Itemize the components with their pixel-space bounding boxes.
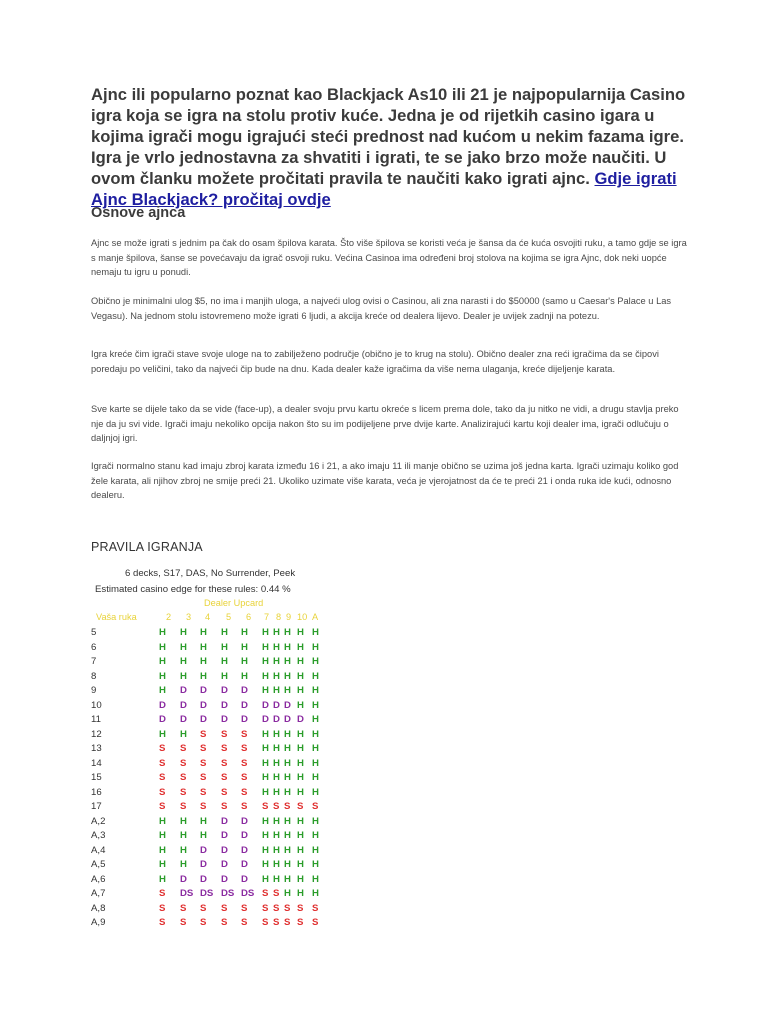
strategy-cell: H bbox=[312, 830, 319, 841]
strategy-cell: D bbox=[284, 714, 291, 725]
hand-label: 5 bbox=[91, 627, 97, 638]
strategy-cell: D bbox=[273, 699, 280, 711]
strategy-cell: H bbox=[159, 728, 166, 740]
strategy-cell: H bbox=[273, 757, 280, 769]
hand-label: A,5 bbox=[91, 859, 106, 870]
strategy-cell: H bbox=[284, 627, 291, 638]
strategy-cell: S bbox=[241, 728, 248, 740]
strategy-cell: H bbox=[241, 670, 248, 682]
strategy-cell: D bbox=[241, 859, 248, 870]
strategy-cell: H bbox=[262, 728, 269, 740]
strategy-cell: H bbox=[262, 670, 269, 682]
strategy-cell: S bbox=[159, 786, 166, 798]
strategy-cell: S bbox=[297, 917, 304, 928]
strategy-cell: H bbox=[297, 685, 304, 696]
strategy-cell: H bbox=[312, 772, 319, 783]
strategy-cell: S bbox=[159, 743, 166, 754]
strategy-cell: S bbox=[221, 772, 228, 783]
strategy-cell: S bbox=[312, 801, 319, 812]
strategy-cell: H bbox=[180, 656, 187, 667]
strategy-cell: DS bbox=[180, 888, 194, 899]
strategy-cell: S bbox=[180, 801, 187, 812]
strategy-cell: D bbox=[241, 830, 248, 841]
strategy-cell: H bbox=[284, 815, 291, 827]
strategy-cell: S bbox=[221, 902, 228, 914]
hand-label: 13 bbox=[91, 743, 102, 754]
strategy-cell: D bbox=[200, 859, 207, 870]
strategy-cell: H bbox=[262, 743, 269, 754]
section-heading-osnove: Osnove ajnca bbox=[91, 205, 186, 221]
strategy-cell: H bbox=[262, 844, 269, 856]
strategy-cell: H bbox=[297, 627, 304, 638]
strategy-cell: S bbox=[159, 757, 166, 769]
strategy-cell: S bbox=[221, 757, 228, 769]
strategy-cell: S bbox=[262, 902, 269, 914]
strategy-cell: D bbox=[221, 830, 228, 841]
strategy-cell: H bbox=[312, 699, 319, 711]
strategy-cell: H bbox=[312, 786, 319, 798]
strategy-cell: S bbox=[284, 902, 291, 914]
hand-label: 12 bbox=[91, 728, 102, 740]
strategy-cell: H bbox=[297, 641, 304, 653]
strategy-cell: H bbox=[159, 627, 166, 638]
strategy-cell: H bbox=[180, 830, 187, 841]
strategy-cell: H bbox=[273, 786, 280, 798]
strategy-cell: H bbox=[284, 743, 291, 754]
strategy-cell: H bbox=[284, 772, 291, 783]
body-paragraph-3: Igra kreće čim igrači stave svoje uloge na to zabilježeno područje (obično je to krug na stolu). Obično dealer zna reći igračima da se čipovi poredaju po veličini, tako da najveći čip bude na dnu. Kada dealer kaže igračima da više nema ulaganja, kreće dijeljenje karata. bbox=[91, 349, 659, 374]
hand-label: A,6 bbox=[91, 873, 106, 885]
strategy-cell: H bbox=[200, 627, 207, 638]
strategy-cell: S bbox=[180, 743, 187, 754]
strategy-cell: H bbox=[312, 844, 319, 856]
strategy-cell: H bbox=[180, 627, 187, 638]
strategy-cell: H bbox=[297, 873, 304, 885]
body-paragraph-4: Sve karte se dijele tako da se vide (face-up), a dealer svoju prvu kartu okreće s licem prema dole, tako da ju nitko ne vidi, a drugu stavlja preko nje da ju svi vide. Igrači imaju nekoliko opcija nakon što su im podijeljene prve dvije karte. Analizirajući kartu koji dealer ima, igrači odlučuju o daljnjoj igri. bbox=[91, 404, 679, 443]
strategy-cell: H bbox=[262, 859, 269, 870]
strategy-cell: H bbox=[273, 815, 280, 827]
intro-paragraph bbox=[91, 84, 691, 210]
strategy-cell: H bbox=[297, 728, 304, 740]
dealer-card-header: 10 bbox=[297, 612, 308, 622]
strategy-cell: H bbox=[284, 728, 291, 740]
strategy-cell: S bbox=[180, 772, 187, 783]
hand-label: 16 bbox=[91, 786, 102, 798]
strategy-cell: H bbox=[312, 815, 319, 827]
strategy-cell: S bbox=[262, 801, 269, 812]
strategy-cell: H bbox=[180, 844, 187, 856]
hand-label: 7 bbox=[91, 656, 97, 667]
strategy-cell: H bbox=[159, 859, 166, 870]
strategy-cell: S bbox=[200, 757, 207, 769]
strategy-cell: H bbox=[273, 844, 280, 856]
strategy-cell: H bbox=[273, 656, 280, 667]
strategy-cell: H bbox=[297, 859, 304, 870]
strategy-cell: H bbox=[297, 699, 304, 711]
strategy-cell: H bbox=[273, 830, 280, 841]
strategy-cell: H bbox=[284, 786, 291, 798]
strategy-cell: H bbox=[200, 656, 207, 667]
strategy-cell: S bbox=[180, 902, 187, 914]
strategy-cell: H bbox=[312, 685, 319, 696]
strategy-cell: S bbox=[273, 902, 280, 914]
hand-label: A,8 bbox=[91, 902, 106, 914]
strategy-cell: H bbox=[273, 743, 280, 754]
dealer-card-header: A bbox=[312, 612, 319, 622]
strategy-cell: H bbox=[284, 859, 291, 870]
strategy-cell: H bbox=[221, 670, 228, 682]
dealer-card-header: 2 bbox=[166, 612, 172, 622]
strategy-cell: D bbox=[297, 714, 304, 725]
strategy-cell: D bbox=[221, 873, 228, 885]
strategy-cell: H bbox=[312, 743, 319, 754]
strategy-cell: D bbox=[159, 714, 166, 725]
hand-label: 14 bbox=[91, 757, 102, 769]
strategy-cell: H bbox=[159, 656, 166, 667]
strategy-cell: S bbox=[159, 888, 166, 899]
strategy-cell: H bbox=[312, 859, 319, 870]
strategy-cell: S bbox=[180, 786, 187, 798]
dealer-card-header: 5 bbox=[226, 612, 232, 622]
strategy-cell: S bbox=[241, 757, 248, 769]
strategy-cell: H bbox=[221, 641, 228, 653]
body-paragraph-2: Obično je minimalni ulog $5, no ima i manjih uloga, a najveći ulog ovisi o Casinou, ali zna narasti i do $50000 (samo u Caesar's Palace u Las Vegasu). Na jednom stolu istovremeno može igrati 6 ljudi, a akcija kreće od dealera lijevo. Dealer je uvijek zadnji na potezu. bbox=[91, 296, 672, 321]
strategy-cell: D bbox=[221, 844, 228, 856]
strategy-cell: H bbox=[312, 873, 319, 885]
strategy-cell: H bbox=[159, 685, 166, 696]
strategy-cell: H bbox=[262, 757, 269, 769]
strategy-cell: H bbox=[312, 757, 319, 769]
strategy-cell: S bbox=[241, 801, 248, 812]
strategy-cell: H bbox=[273, 627, 280, 638]
strategy-cell: S bbox=[159, 772, 166, 783]
strategy-cell: H bbox=[200, 670, 207, 682]
strategy-cell: S bbox=[221, 728, 228, 740]
strategy-cell: D bbox=[221, 699, 228, 711]
strategy-cell: D bbox=[200, 699, 207, 711]
strategy-cell: H bbox=[262, 830, 269, 841]
strategy-cell: H bbox=[312, 641, 319, 653]
hand-label: 8 bbox=[91, 670, 97, 682]
strategy-cell: H bbox=[273, 772, 280, 783]
strategy-cell: S bbox=[200, 902, 207, 914]
strategy-cell: H bbox=[241, 641, 248, 653]
strategy-cell: H bbox=[221, 627, 228, 638]
strategy-cell: H bbox=[284, 641, 291, 653]
strategy-cell: D bbox=[221, 815, 228, 827]
dealer-card-header: 7 bbox=[264, 612, 270, 622]
strategy-cell: H bbox=[262, 772, 269, 783]
strategy-cell: DS bbox=[241, 888, 255, 899]
strategy-cell: H bbox=[273, 641, 280, 653]
body-paragraph-1: Ajnc se može igrati s jednim pa čak do osam špilova karata. Što više špilova se koristi veća je šansa da će kuća osvojiti ruku, a tamo gdje se igra s manje špilova, šanse se povećavaju da igrač osvoji ruku. Većina Casinoa ima određeni broj stolova na kojima se igra Ajnc, dok neki uopće nemaju tu igru u ponudi. bbox=[91, 238, 687, 277]
dealer-card-header: 6 bbox=[246, 612, 252, 622]
strategy-cell: S bbox=[273, 917, 280, 928]
strategy-cell: S bbox=[200, 801, 207, 812]
strategy-cell: S bbox=[312, 917, 319, 928]
strategy-cell: D bbox=[180, 685, 187, 696]
strategy-cell: H bbox=[159, 830, 166, 841]
strategy-cell: S bbox=[200, 917, 207, 928]
hand-label: 11 bbox=[91, 714, 101, 725]
strategy-cell: H bbox=[262, 656, 269, 667]
strategy-cell: H bbox=[262, 815, 269, 827]
strategy-cell: H bbox=[273, 728, 280, 740]
strategy-cell: S bbox=[159, 801, 166, 812]
strategy-cell: S bbox=[159, 917, 166, 928]
strategy-cell: D bbox=[241, 685, 248, 696]
strategy-cell: D bbox=[241, 844, 248, 856]
strategy-cell: H bbox=[273, 670, 280, 682]
hand-label: A,4 bbox=[91, 844, 106, 856]
strategy-cell: H bbox=[284, 873, 291, 885]
strategy-cell: S bbox=[284, 801, 291, 812]
hand-label: A,2 bbox=[91, 815, 106, 827]
strategy-cell: D bbox=[180, 714, 187, 725]
strategy-cell: D bbox=[200, 844, 207, 856]
hand-label: A,3 bbox=[91, 830, 106, 841]
strategy-cell: S bbox=[200, 786, 207, 798]
strategy-cell: S bbox=[297, 902, 304, 914]
strategy-cell: H bbox=[180, 670, 187, 682]
strategy-cell: D bbox=[221, 859, 228, 870]
strategy-cell: S bbox=[221, 801, 228, 812]
strategy-cell: H bbox=[262, 685, 269, 696]
strategy-cell: H bbox=[241, 627, 248, 638]
strategy-cell: H bbox=[159, 873, 166, 885]
strategy-cell: H bbox=[159, 815, 166, 827]
strategy-cell: H bbox=[273, 873, 280, 885]
hand-label: A,7 bbox=[91, 888, 106, 899]
strategy-cell: D bbox=[200, 685, 207, 696]
strategy-cell: H bbox=[180, 859, 187, 870]
hand-label: 10 bbox=[91, 699, 102, 711]
strategy-cell: H bbox=[297, 670, 304, 682]
section-heading-pravila: PRAVILA IGRANJA bbox=[91, 540, 203, 554]
strategy-cell: S bbox=[221, 786, 228, 798]
body-paragraph-5: Igrači normalno stanu kad imaju zbroj karata između 16 i 21, a ako imaju 11 ili manje obično se uzima još jedna karta. Igrači uzimaju koliko god žele karata, ali njihov zbroj ne smije preći 21. Ukoliko uzimate više karata, veća je vjerojatnost da će te preći 21 i onda ruka ide kući, odnosno dealeru. bbox=[91, 461, 679, 500]
strategy-cell: H bbox=[297, 786, 304, 798]
dealer-card-header: 4 bbox=[205, 612, 211, 622]
strategy-cell: H bbox=[159, 641, 166, 653]
strategy-cell: S bbox=[159, 902, 166, 914]
dealer-card-header: 3 bbox=[186, 612, 192, 622]
strategy-cell: H bbox=[312, 627, 319, 638]
hand-label: A,9 bbox=[91, 917, 106, 928]
strategy-cell: S bbox=[241, 743, 248, 754]
strategy-cell: S bbox=[241, 772, 248, 783]
strategy-cell: H bbox=[180, 728, 187, 740]
dealer-upcard-label: Dealer Upcard bbox=[204, 598, 264, 608]
strategy-cell: S bbox=[284, 917, 291, 928]
strategy-cell: D bbox=[159, 699, 166, 711]
strategy-cell: S bbox=[200, 728, 207, 740]
strategy-cell: D bbox=[273, 714, 280, 725]
strategy-cell: S bbox=[200, 743, 207, 754]
strategy-cell: H bbox=[312, 656, 319, 667]
strategy-cell: D bbox=[180, 699, 187, 711]
strategy-cell: S bbox=[241, 902, 248, 914]
strategy-cell: D bbox=[284, 699, 291, 711]
strategy-cell: H bbox=[297, 844, 304, 856]
strategy-cell: H bbox=[284, 844, 291, 856]
strategy-cell: H bbox=[284, 830, 291, 841]
strategy-cell: D bbox=[241, 815, 248, 827]
strategy-cell: H bbox=[273, 859, 280, 870]
strategy-cell: H bbox=[312, 714, 319, 725]
strategy-cell: H bbox=[200, 641, 207, 653]
strategy-cell: D bbox=[241, 699, 248, 711]
strategy-cell: H bbox=[200, 830, 207, 841]
strategy-cell: S bbox=[221, 743, 228, 754]
strategy-cell: S bbox=[262, 888, 269, 899]
strategy-cell: H bbox=[297, 830, 304, 841]
strategy-cell: S bbox=[221, 917, 228, 928]
strategy-cell: S bbox=[273, 801, 280, 812]
strategy-cell: D bbox=[241, 873, 248, 885]
strategy-cell: H bbox=[241, 656, 248, 667]
intro-text: Ajnc ili popularno poznat kao Blackjack As10 ili 21 je najpopularnija Casino igra koja se igra na stolu protiv kuće. Jedna je od rijetkih casino igara u kojima igrači mogu igrajući steći prednost nad kućom u nekim fazama igre. Igra je vrlo jednostavna za shvatiti i igrati, te se jako brzo može naučiti. U ovom članku možete pročitati pravila te naučiti kako igrati ajnc. bbox=[91, 85, 686, 188]
rules-line: 6 decks, S17, DAS, No Surrender, Peek bbox=[125, 568, 296, 579]
strategy-cell: D bbox=[262, 699, 269, 711]
strategy-cell: S bbox=[180, 917, 187, 928]
strategy-cell: H bbox=[200, 815, 207, 827]
strategy-cell: DS bbox=[200, 888, 214, 899]
strategy-cell: D bbox=[200, 873, 207, 885]
strategy-cell: H bbox=[297, 772, 304, 783]
strategy-cell: S bbox=[180, 757, 187, 769]
strategy-cell: H bbox=[221, 656, 228, 667]
strategy-cell: H bbox=[262, 627, 269, 638]
strategy-cell: H bbox=[284, 670, 291, 682]
strategy-cell: H bbox=[297, 815, 304, 827]
where-to-play-link[interactable]: Gdje igrati Ajnc Blackjack? pročitaj ovdje bbox=[91, 169, 677, 209]
strategy-cell: S bbox=[312, 902, 319, 914]
casino-edge-line: Estimated casino edge for these rules: 0.44 % bbox=[95, 584, 291, 595]
strategy-cell: D bbox=[221, 714, 228, 725]
hand-label: 15 bbox=[91, 772, 102, 783]
strategy-cell: D bbox=[262, 714, 269, 725]
hand-column-header: Vaša ruka bbox=[96, 612, 137, 622]
strategy-cell: D bbox=[241, 714, 248, 725]
hand-label: 17 bbox=[91, 801, 102, 812]
strategy-cell: H bbox=[297, 888, 304, 899]
strategy-cell: H bbox=[159, 670, 166, 682]
strategy-cell: H bbox=[297, 656, 304, 667]
strategy-cell: H bbox=[297, 743, 304, 754]
strategy-cell: DS bbox=[221, 888, 235, 899]
strategy-cell: H bbox=[262, 873, 269, 885]
dealer-card-header: 8 bbox=[276, 612, 282, 622]
strategy-cell: S bbox=[241, 786, 248, 798]
strategy-cell: S bbox=[262, 917, 269, 928]
strategy-cell: S bbox=[200, 772, 207, 783]
strategy-cell: H bbox=[312, 888, 319, 899]
strategy-cell: H bbox=[284, 656, 291, 667]
strategy-cell: H bbox=[312, 670, 319, 682]
strategy-cell: H bbox=[297, 757, 304, 769]
strategy-cell: H bbox=[312, 728, 319, 740]
hand-label: 9 bbox=[91, 685, 97, 696]
strategy-cell: D bbox=[180, 873, 187, 885]
strategy-cell: H bbox=[159, 844, 166, 856]
strategy-cell: D bbox=[200, 714, 207, 725]
strategy-cell: S bbox=[297, 801, 304, 812]
dealer-card-header: 9 bbox=[286, 612, 292, 622]
strategy-cell: S bbox=[273, 888, 280, 899]
strategy-cell: S bbox=[241, 917, 248, 928]
strategy-cell: H bbox=[284, 757, 291, 769]
strategy-cell: H bbox=[180, 641, 187, 653]
strategy-cell: H bbox=[262, 786, 269, 798]
strategy-cell: D bbox=[221, 685, 228, 696]
strategy-cell: H bbox=[180, 815, 187, 827]
strategy-cell: H bbox=[273, 685, 280, 696]
strategy-cell: H bbox=[284, 685, 291, 696]
strategy-cell: H bbox=[262, 641, 269, 653]
strategy-cell: H bbox=[284, 888, 291, 899]
hand-label: 6 bbox=[91, 641, 97, 653]
